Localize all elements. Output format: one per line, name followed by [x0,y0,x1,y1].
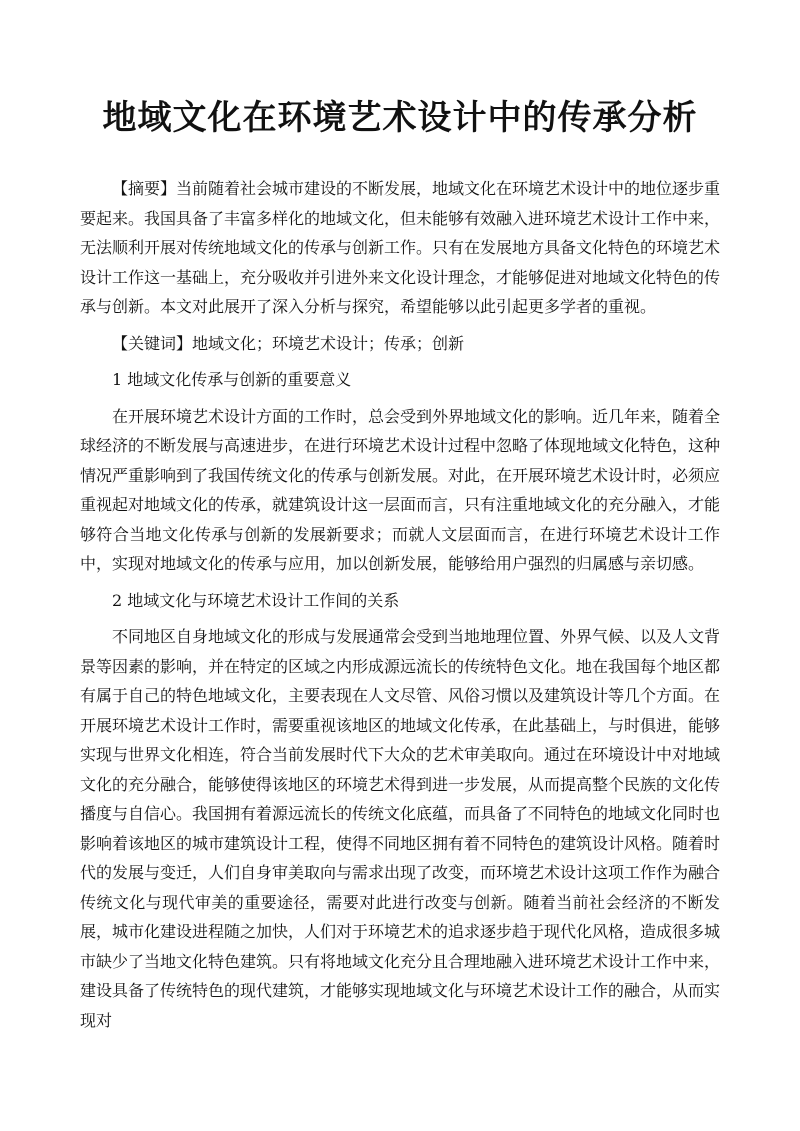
abstract-paragraph: 【摘要】当前随着社会城市建设的不断发展，地域文化在环境艺术设计中的地位逐步重要起来。我国具备了丰富多样化的地域文化，但未能够有效融入进环境艺术设计工作中来，无法顺利开展对传统地域文化的传承与创新工作。只有在发展地方具备文化特色的环境艺术设计工作这一基础上，充分吸收并引进外来文化设计理念，才能够促进对地域文化特色的传承与创新。本文对此展开了深入分析与探究，希望能够以此引起更多学者的重视。 [80,179,721,316]
document-body [80,174,720,1042]
keywords-paragraph: 【关键词】地域文化；环境艺术设计；传承；创新 [112,333,465,353]
page-title: 地域文化在环境艺术设计中的传承分析 [102,98,698,138]
section-2-paragraph: 不同地区自身地域文化的形成与发展通常会受到当地地理位置、外界气候、以及人文背景等因素的影响，并在特定的区域之内形成源远流长的传统特色文化。地在我国每个地区都有属于自己的特色地域文化，主要表现在人文尽管、风俗习惯以及建筑设计等几个方面。在开展环境艺术设计工作时，需要重视该地区的地域文化传承，在此基础上，与时俱进，能够实现与世界文化相连，符合当前发展时代下大众的艺术审美取向。通过在环境设计中对地域文化的充分融合，能够使得该地区的环境艺术得到进一步发展，从而提高整个民族的文化传播度与自信心。我国拥有着源远流长的传统文化底蕴，而具备了不同特色的地域文化同时也影响着该地区的城市建筑设计工程，使得不同地区拥有着不同特色的建筑设计风格。随着时代的发展与变迁，人们自身审美取向与需求出现了改变，而环境艺术设计这项工作作为融合传统文化与现代审美的重要途径，需要对此进行改变与创新。随着当前社会经济的不断发展，城市化建设进程随之加快，人们对于环境艺术的追求逐步趋于现代化风格，造成很多城市缺少了当地文化特色建筑。只有将地域文化充分且合理地融入进环境艺术设计工作中来，建设具备了传统特色的现代建筑，才能够实现地域文化与环境艺术设计工作的融合，从而实现对 [80,627,721,1030]
section-2-heading: 2 地域文化与环境艺术设计工作间的关系 [112,590,400,610]
section-1-paragraph: 在开展环境艺术设计方面的工作时，总会受到外界地域文化的影响。近几年来，随着全球经济的不断发展与高速进步，在进行环境艺术设计过程中忽略了体现地域文化特色，这种情况严重影响到了我国传统文化的传承与创新发展。对此，在开展环境艺术设计时，必须应重视起对地域文化的传承，就建筑设计这一层面而言，只有注重地域文化的充分融入，才能够符合当地文化传承与创新的发展新要求；而就人文层面而言，在进行环境艺术设计工作中，实现对地域文化的传承与应用，加以创新发展，能够给用户强烈的归属感与亲切感。 [80,406,721,573]
section-1-heading: 1 地域文化传承与创新的重要意义 [112,370,352,389]
